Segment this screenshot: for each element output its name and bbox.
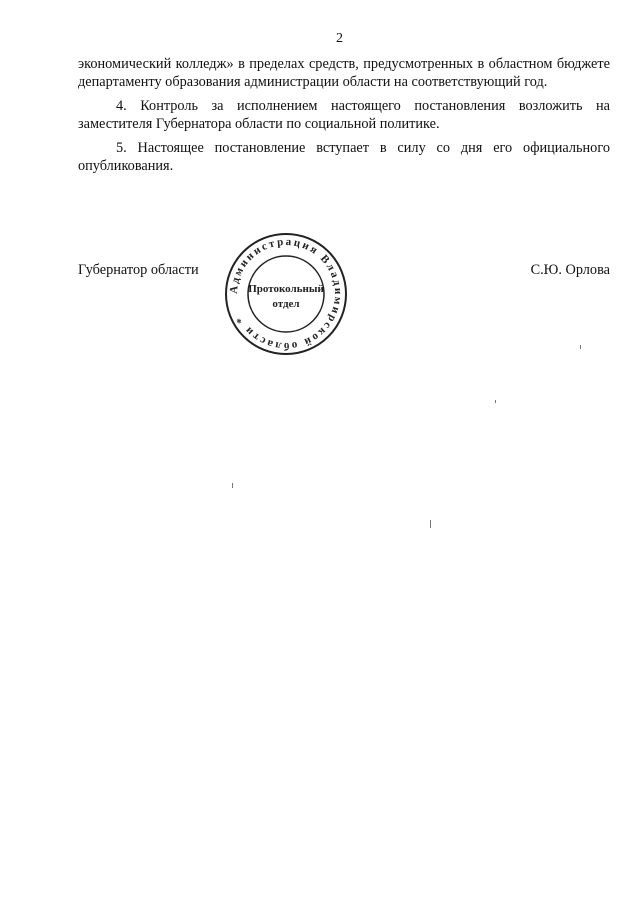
- scan-speck: [430, 520, 431, 528]
- paragraph-4: 4. Контроль за исполнением настоящего постановления возложить на заместителя Губернатора области по социальной политике.: [78, 98, 610, 132]
- body-text: [78, 55, 610, 181]
- signature-name: С.Ю. Орлова: [530, 262, 610, 278]
- scan-speck: [580, 345, 581, 349]
- stamp-center-text: Протокольный: [248, 283, 324, 295]
- paragraph-continuation: экономический колледж» в пределах средств, предусмотренных в областном бюджете департаменту образования администрации области на соответствующий год.: [78, 56, 610, 90]
- signature-position: Губернатор области: [78, 262, 199, 278]
- stamp-center-text: отдел: [272, 298, 300, 310]
- page-number: 2: [336, 31, 343, 46]
- scan-speck: [495, 400, 496, 403]
- paragraph-5: 5. Настоящее постановление вступает в силу со дня его официального опубликования.: [78, 140, 610, 174]
- stamp-ring-text: Администрация Владимирской области *: [227, 235, 345, 353]
- official-stamp: [222, 230, 350, 358]
- scan-speck: [232, 483, 233, 488]
